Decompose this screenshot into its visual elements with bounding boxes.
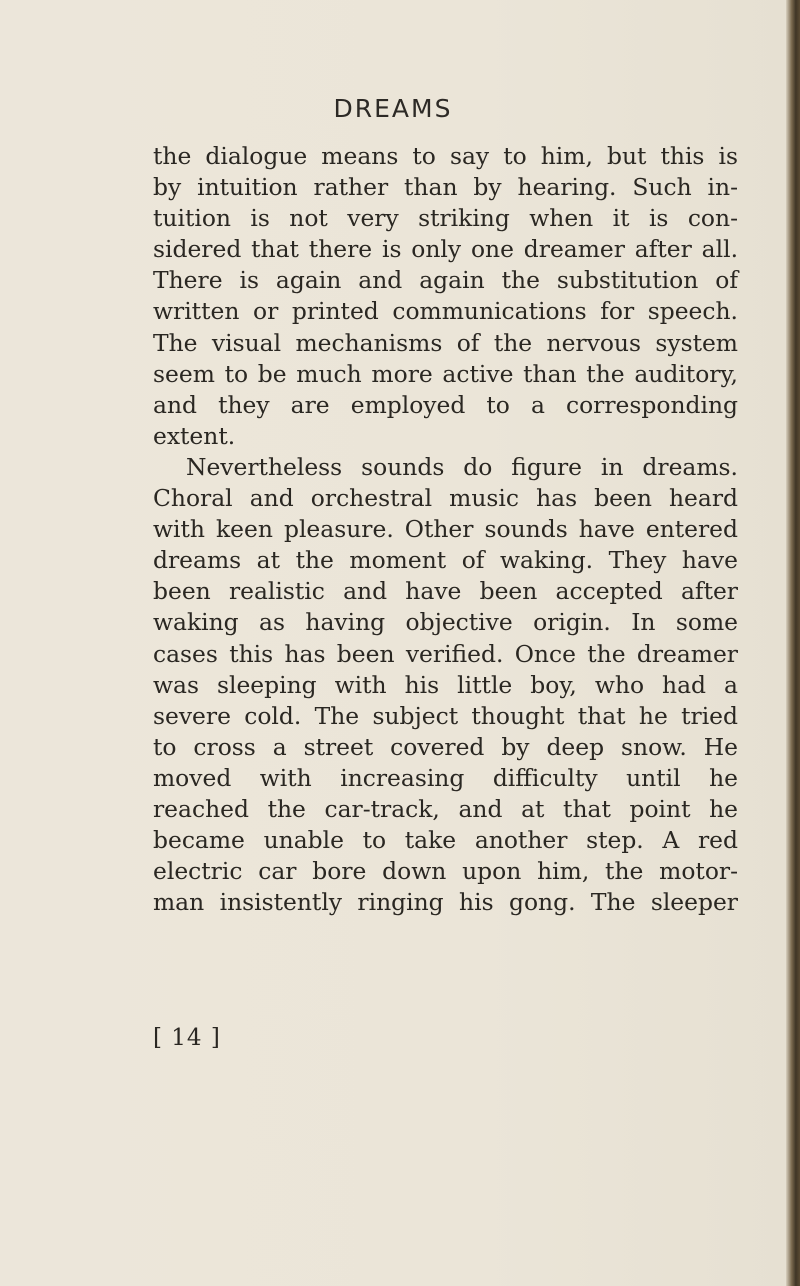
text-line: with keen pleasure. Other sounds have entered: [153, 515, 738, 544]
text-line: waking as having objective origin. In some: [153, 608, 738, 637]
text-line: seem to be much more active than the auditory,: [153, 359, 738, 388]
text-line: The visual mechanisms of the nervous system: [153, 328, 738, 357]
text-line: reached the car-track, and at that point he: [153, 794, 738, 823]
text-line: written or printed communications for speech.: [153, 297, 738, 326]
text-line: been realistic and have been accepted after: [153, 577, 738, 606]
text-line: and they are employed to a corresponding: [153, 390, 738, 419]
page-edge-shadow: [786, 0, 800, 1286]
text-line: cases this has been verified. Once the dreamer: [153, 639, 738, 668]
body-text: [153, 141, 738, 918]
text-line: sidered that there is only one dreamer after all.: [153, 235, 738, 264]
text-line: tuition is not very striking when it is con-: [153, 204, 738, 233]
running-head: DREAMS: [333, 94, 453, 123]
text-line: severe cold. The subject thought that he tried: [153, 701, 738, 730]
page-number: [ 14 ]: [153, 1025, 221, 1051]
text-line: man insistently ringing his gong. The sleeper: [153, 888, 738, 917]
text-line: was sleeping with his little boy, who had a: [153, 670, 738, 699]
text-line: moved with increasing difficulty until he: [153, 763, 738, 792]
text-line: electric car bore down upon him, the motor-: [153, 857, 738, 886]
text-line: There is again and again the substitution of: [153, 266, 738, 295]
text-line: Nevertheless sounds do figure in dreams.: [186, 452, 738, 481]
text-line: extent.: [153, 421, 236, 450]
text-line: became unable to take another step. A red: [153, 826, 738, 855]
text-line: to cross a street covered by deep snow. He: [153, 732, 738, 761]
text-line: by intuition rather than by hearing. Such in-: [153, 173, 738, 202]
text-line: dreams at the moment of waking. They have: [153, 546, 738, 575]
text-line: Choral and orchestral music has been heard: [153, 484, 738, 513]
text-line: the dialogue means to say to him, but this is: [153, 142, 738, 170]
